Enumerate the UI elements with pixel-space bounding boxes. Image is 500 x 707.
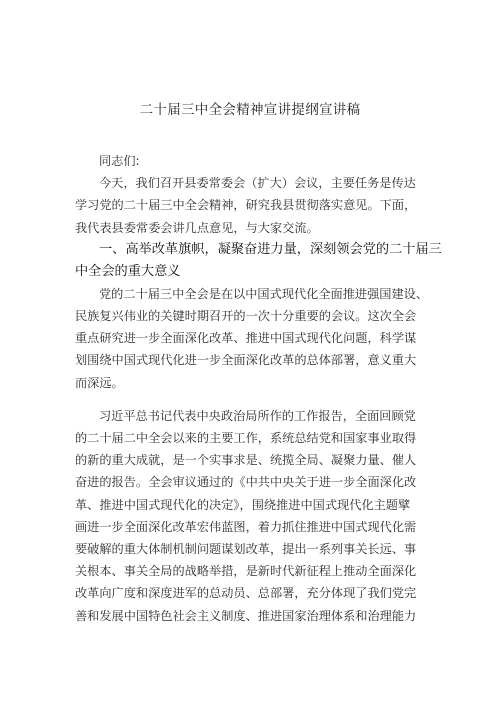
- paragraph-line: 今天，我们召开县委常委会（扩大）会议，主要任务是传达: [99, 176, 416, 191]
- paragraph-line: 学习党的二十届三中全会精神，研究我县贯彻落实意见。下面，: [75, 198, 417, 213]
- paragraph-line: 习近平总书记代表中央政治局所作的工作报告，全面回顾党: [99, 408, 416, 423]
- section-heading: [75, 239, 442, 283]
- paragraph-line: 善和发展中国特色社会主义制度、推进国家治理体系和治理能力: [75, 608, 417, 623]
- paragraph-line: 而深远。: [75, 375, 124, 390]
- paragraph-line: 革、推进中国式现代化的决定》，围绕推进中国式现代化主题擘: [75, 497, 411, 512]
- document-body: [75, 150, 442, 627]
- body-paragraph: [75, 283, 432, 394]
- intro-paragraph: [75, 172, 432, 239]
- salutation-line: 同志们:: [99, 154, 140, 168]
- paragraph-line: 要破解的重大体制机制问题谋划改革，提出一系列事关长远、事: [75, 542, 417, 557]
- paragraph-line: 画进一步全面深化改革宏伟蓝图，着力抓住推进中国式现代化需: [75, 519, 417, 534]
- body-paragraph: [75, 405, 432, 627]
- paragraph-line: 党的二十届三中全会是在以中国式现代化全面推进强国建设、: [99, 286, 429, 301]
- paragraph-spacer: [75, 394, 432, 405]
- heading-line: 中全会的重大意义: [75, 263, 181, 279]
- paragraph-line: 的新的重大成就，是一个实事求是、统揽全局、凝聚力量、催人: [75, 453, 417, 468]
- paragraph-line: 民族复兴伟业的关键时期召开的一次十分重要的会议。这次全会: [75, 309, 417, 324]
- paragraph-line: 关根本、事关全局的战略举措，是新时代新征程上推动全面深化: [75, 564, 417, 579]
- paragraph-line: 我代表县委常委会讲几点意见，与大家交流。: [75, 220, 319, 235]
- document-title: 二十届三中全会精神宣讲提纲宣讲稿: [139, 102, 361, 118]
- paragraph-line: 改革向广度和深度进军的总动员、总部署，充分体现了我们党完: [75, 586, 417, 601]
- salutation: [75, 150, 432, 172]
- paragraph-line: 奋进的报告。全会审议通过的《中共中央关于进一步全面深化改: [75, 475, 417, 490]
- heading-line: 一、高举改革旗帜，凝聚奋进力量，深刻领会党的二十届三: [99, 241, 442, 257]
- paragraph-line: 的二十届二中全会以来的主要工作，系统总结党和国家事业取得: [75, 431, 417, 446]
- paragraph-line: 划围绕中国式现代化进一步全面深化改革的总体部署，意义重大: [75, 353, 417, 368]
- paragraph-line: 重点研究进一步全面深化改革、推进中国式现代化问题，科学谋: [75, 331, 417, 346]
